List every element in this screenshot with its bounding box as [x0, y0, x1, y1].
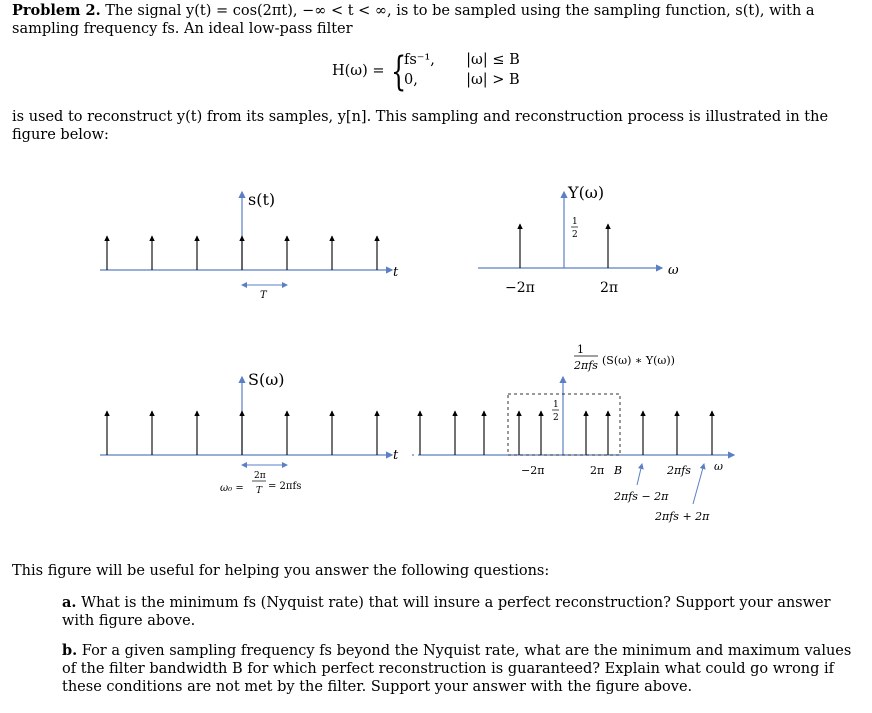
st-t-label: t: [393, 265, 399, 280]
filter-row1-value: fs⁻¹,: [404, 52, 435, 68]
sw-t-label: t: [393, 448, 399, 463]
conv-half-den: 2: [553, 413, 559, 423]
brace-icon: {: [391, 49, 407, 95]
yw-omega-label: ω: [668, 263, 679, 278]
yw-panel: [478, 183, 679, 296]
question-b-label: b.: [62, 642, 78, 659]
pointer-arrow: [637, 464, 642, 485]
filter-row-2: [404, 72, 520, 88]
st-label: s(t): [248, 190, 276, 209]
conv-num: 1: [577, 343, 584, 356]
conv-panel: [412, 343, 734, 523]
sampling-figure: [0, 170, 872, 530]
closing-text: This figure will be useful for helping you answer the following questions:: [12, 563, 550, 579]
conv-2pifs-plus: 2πfs + 2π: [655, 510, 710, 523]
sw-label: S(ω): [248, 370, 285, 389]
question-a-text: What is the minimum fs (Nyquist rate) that will insure a perfect reconstruction? Support your answer with figure above.: [62, 595, 831, 629]
conv-den: 2πfs: [574, 359, 598, 372]
conv-B-label: B: [614, 464, 623, 477]
filter-row-1: [404, 52, 520, 68]
question-a: [62, 594, 862, 630]
problem-intro-text: The signal y(t) = cos(2πt), −∞ < t < ∞, is to be sampled using the sampling function, s(t), with a sampling frequency fs. An ideal low-pass filter: [12, 3, 815, 37]
st-panel: [100, 190, 399, 301]
w0-label: ω₀ =: [220, 483, 244, 494]
yw-label: Y(ω): [568, 183, 605, 202]
question-b-text: For a given sampling frequency fs beyond the Nyquist rate, what are the minimum and maximum values of the filter bandwidth B for which perfect reconstruction is guaranteed? Explain what could go wrong if these conditions are not met by the filter. Support your answer with the figure above.: [62, 643, 852, 695]
yw-half-num: 1: [572, 217, 578, 227]
conv-neg2pi: −2π: [521, 464, 545, 477]
conv-half-num: 1: [553, 400, 559, 410]
conv-label: (S(ω) ∗ Y(ω)): [602, 354, 675, 367]
sw-panel: [100, 370, 399, 496]
conv-pos2pi: 2π: [590, 464, 605, 477]
question-a-label: a.: [62, 594, 77, 611]
w0-frac-num: 2π: [254, 471, 266, 481]
period-label: T: [260, 290, 267, 301]
conv-2pifs: 2πfs: [667, 464, 691, 477]
conv-2pifs-minus: 2πfs − 2π: [614, 490, 669, 503]
yw-pos2pi: 2π: [600, 280, 619, 296]
question-b: [62, 642, 862, 696]
pointer-arrow: [693, 464, 704, 504]
filter-lhs: H(ω) =: [332, 63, 385, 79]
problem-intro-continued: is used to reconstruct y(t) from its samples, y[n]. This sampling and reconstruction process is illustrated in the figure below:: [12, 109, 829, 143]
filter-row2-value: 0,: [404, 72, 418, 88]
filter-box: [508, 394, 620, 455]
conv-omega: ω: [714, 460, 723, 473]
yw-neg2pi: −2π: [505, 280, 535, 296]
w0-rhs: = 2πfs: [268, 481, 302, 492]
problem-label: Problem 2.: [12, 2, 101, 19]
yw-half-den: 2: [572, 230, 578, 240]
w0-frac-den: T: [256, 486, 263, 496]
problem-intro: [12, 2, 862, 38]
filter-row2-condition: |ω| > B: [466, 72, 520, 88]
filter-row1-condition: |ω| ≤ B: [466, 52, 520, 68]
